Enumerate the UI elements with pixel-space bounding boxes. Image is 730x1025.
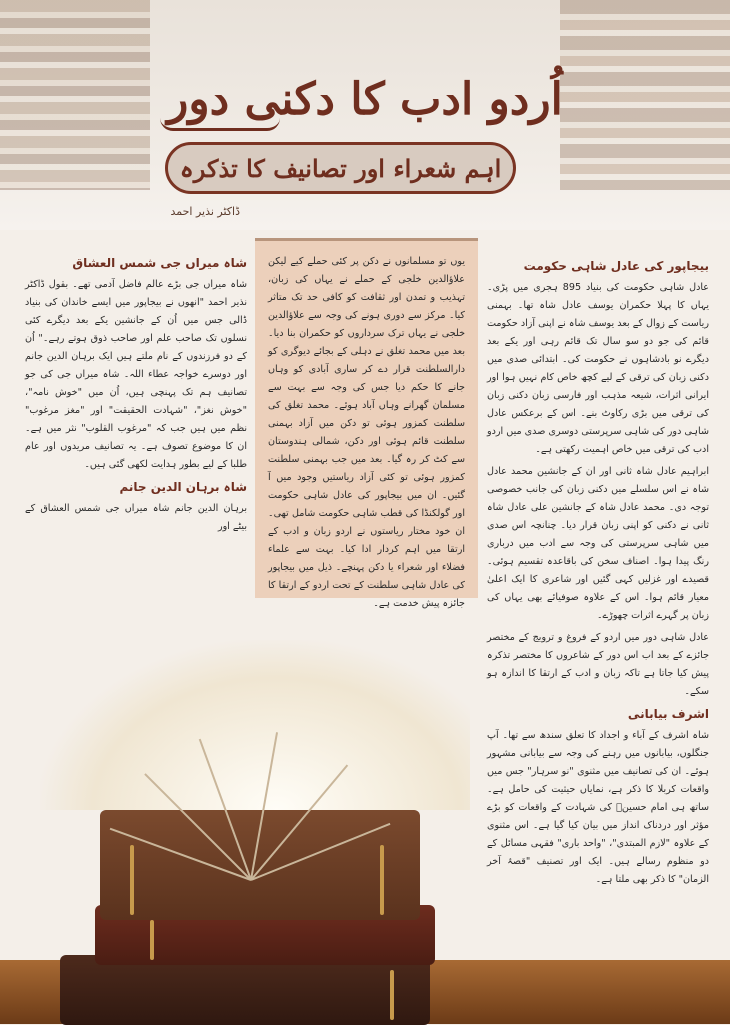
section-heading-bijapur: بیجاپور کی عادل شاہی حکومت — [523, 259, 709, 273]
page-title: اُردو ادب کا دکنی دور — [167, 74, 563, 125]
author-byline: ڈاکٹر نذیر احمد — [170, 205, 240, 218]
subtitle-banner — [165, 142, 516, 194]
books-illustration — [0, 560, 485, 1024]
paragraph: عادل شاہی حکومت کی بنیاد 895 ہجری میں پڑی۔ یہاں کا پہلا حکمران یوسف عادل شاہ تھا۔ بہمنی ریاست کے زوال کے بعد یوسف شاہ نے اپنی آزاد حکومت قائم کی جو دو سو سال تک قائم رہی اور یکے بعد دیگرے نو بادشاہوں نے حکومت کی۔ ابتدائی صدی میں دکنی زبان کی ترقی کے لیے کچھ خاص کام نہیں ہوا اور ایرانی اثرات، شیعہ مذہب اور فارسی زبان دکنی زبان کی ترقی میں بڑی رکاوٹ بنے۔ اس کے برعکس عادل شاہی دور کی شاہی سرپرستی دوسری صدی میں اردو ادب کی ترقی میں خاص اہمیت رکھتی ہے۔ — [487, 282, 709, 455]
title-swoosh-decoration — [160, 118, 280, 131]
bookshelf-left-image — [0, 0, 150, 190]
open-book-pages — [40, 640, 470, 810]
left-column — [25, 252, 247, 540]
book-spine-band — [380, 845, 384, 915]
paragraph: ابراہیم عادل شاہ ثانی اور ان کے جانشین محمد عادل شاہ نے اس سلسلے میں دکنی زبان کی جانب خصوصی توجہ دی۔ محمد عادل شاہ کے جانشین علی عادل شاہ ثانی نے دکنی کو اپنی زبان قرار دیا۔ چنانچہ اس صدی میں شاہی سرپرستی کی وجہ سے ادب میں درباری رنگ پیدا ہوا۔ اصناف سخن کی باقاعدہ تقسیم ہوئی۔ قصیدے اور غزلیں کہی گئیں اور شاعری کا ایک اعلیٰ معیار قائم ہوا۔ اس کے علاوہ صوفیائے بھی یہاں کی زبان پر گہرے اثرات چھوڑے۔ — [487, 466, 709, 621]
middle-highlight-box — [255, 238, 478, 609]
paragraph: شاہ میراں جی بڑے عالم فاضل آدمی تھے۔ بقول ڈاکٹر نذیر احمد "انھوں نے بیجاپور میں ایسے خاندان کی بنیاد ڈالی جس میں اُن کے جانشین یکے بعد دیگرے کئی نسلوں تک صاحب علم اور صاحب ذوق ہوتے رہے۔" اُن کے دو فرزندوں کے نام ملتے ہیں ایک برہان الدین جانم اور دوسرے خواجہ عطاء اللہ۔ شاہ میراں جی کی جو تصانیف ہم تک پہنچی ہیں، اُن میں "خوش نامہ"، "خوش نغز"، "شہادت الحقیقت" اور "مغز مرغوب" نظم میں ہیں جب کہ "مرغوب القلوب" نثر میں ہے۔ ان کا موضوع تصوف ہے۔ یہ تصانیف مریدوں اور عام طلبا کے لیے بطور ہدایت لکھی گئی ہیں۔ — [25, 279, 247, 470]
book-bottom — [60, 955, 430, 1025]
paragraph: عادل شاہی دور میں اردو کے فروغ و ترویج کے مختصر جائزے کے بعد اب اس دور کے شاعروں کا مختصر تذکرہ پیش کیا جاتا ہے تاکہ زبان و ادب کے ارتقا کا اندازہ ہو سکے۔ — [487, 632, 709, 697]
book-spine-band — [390, 970, 394, 1020]
section-heading-ashraf: اشرف بیابانی — [627, 707, 709, 721]
paragraph: یوں تو مسلمانوں نے دکن پر کئی حملے کیے لیکن علاؤالدین خلجی کے حملے نے یہاں کی زبان، تہذیب و تمدن اور ثقافت کو کافی حد تک متاثر کیا۔ مرکز سے دوری ہونے کی وجہ سے علاؤالدین خلجی نے یہاں ترک سرداروں کو حکمران بنا دیا۔ بعد میں محمد تغلق نے دہلی کے بجائے دیوگری کو دارالسلطنت قرار دے کر ساری آبادی کو وہاں جانے کا حکم دیا جس کی وجہ سے بہت سے مسلمان گھرانے وہاں آباد ہوئے۔ محمد تغلق کی سلطنت کمزور ہوئی تو دکن میں آزاد بہمنی سلطنت قائم ہوئی اور دکن، شمالی ہندوستان سے کٹ کر رہ گیا۔ بعد میں جب بہمنی سلطنت کمزور ہوئی تو کئی آزاد ریاستیں وجود میں آ گئیں۔ ان میں بیجاپور کی عادل شاہی حکومت اور گولکنڈا کی قطب شاہی حکومت شامل تھی۔ ان خود مختار ریاستوں نے اردو زبان و ادب کے ارتقا میں اہم کردار ادا کیا۔ بہت سے علماء فضلاء اور شعراء یا دکن پہنچے۔ ذیل میں بیجاپور کی عادل شاہی سلطنت کے تحت اردو کے ارتقا کا جائزہ پیش خدمت ہے۔ — [268, 256, 465, 609]
section-heading-burhanuddin: شاہ برہان الدین جانم — [119, 480, 247, 494]
paragraph: برہان الدین جانم شاہ میراں جی شمس العشاق کے بیٹے اور — [25, 503, 247, 532]
paragraph: شاہ اشرف کے آباء و اجداد کا تعلق سندھ سے تھا۔ آپ جنگلوں، بیابانوں میں رہنے کی وجہ سے بیابانی مشہور ہوئے۔ ان کی تصانیف میں مثنوی "نو سرہار" جس میں واقعات کربلا کا ذکر ہے، نمایاں حیثیت کی حامل ہے۔ ساتھ ہی امام حسینؓ کی شہادت کے واقعات کو بڑے مؤثر اور دردناک انداز میں بیان کیا گیا ہے۔ اس مثنوی کے علاوہ "لازم المبتدی"، "واحد باری" فقہی مسائل کے دو منظوم رسالے ہیں۔ ایک اور تصنیف "قصۂ آخر الزمان" کا ذکر بھی ملتا ہے۔ — [487, 730, 709, 885]
right-column — [487, 255, 709, 893]
book-spine-band — [130, 845, 134, 915]
page-subtitle: اہم شعراء اور تصانیف کا تذکرہ — [179, 153, 502, 183]
bookshelf-right-image — [560, 0, 730, 190]
book-spine-band — [150, 920, 154, 960]
section-heading-miranji: شاہ میراں جی شمس العشاق — [72, 256, 247, 270]
